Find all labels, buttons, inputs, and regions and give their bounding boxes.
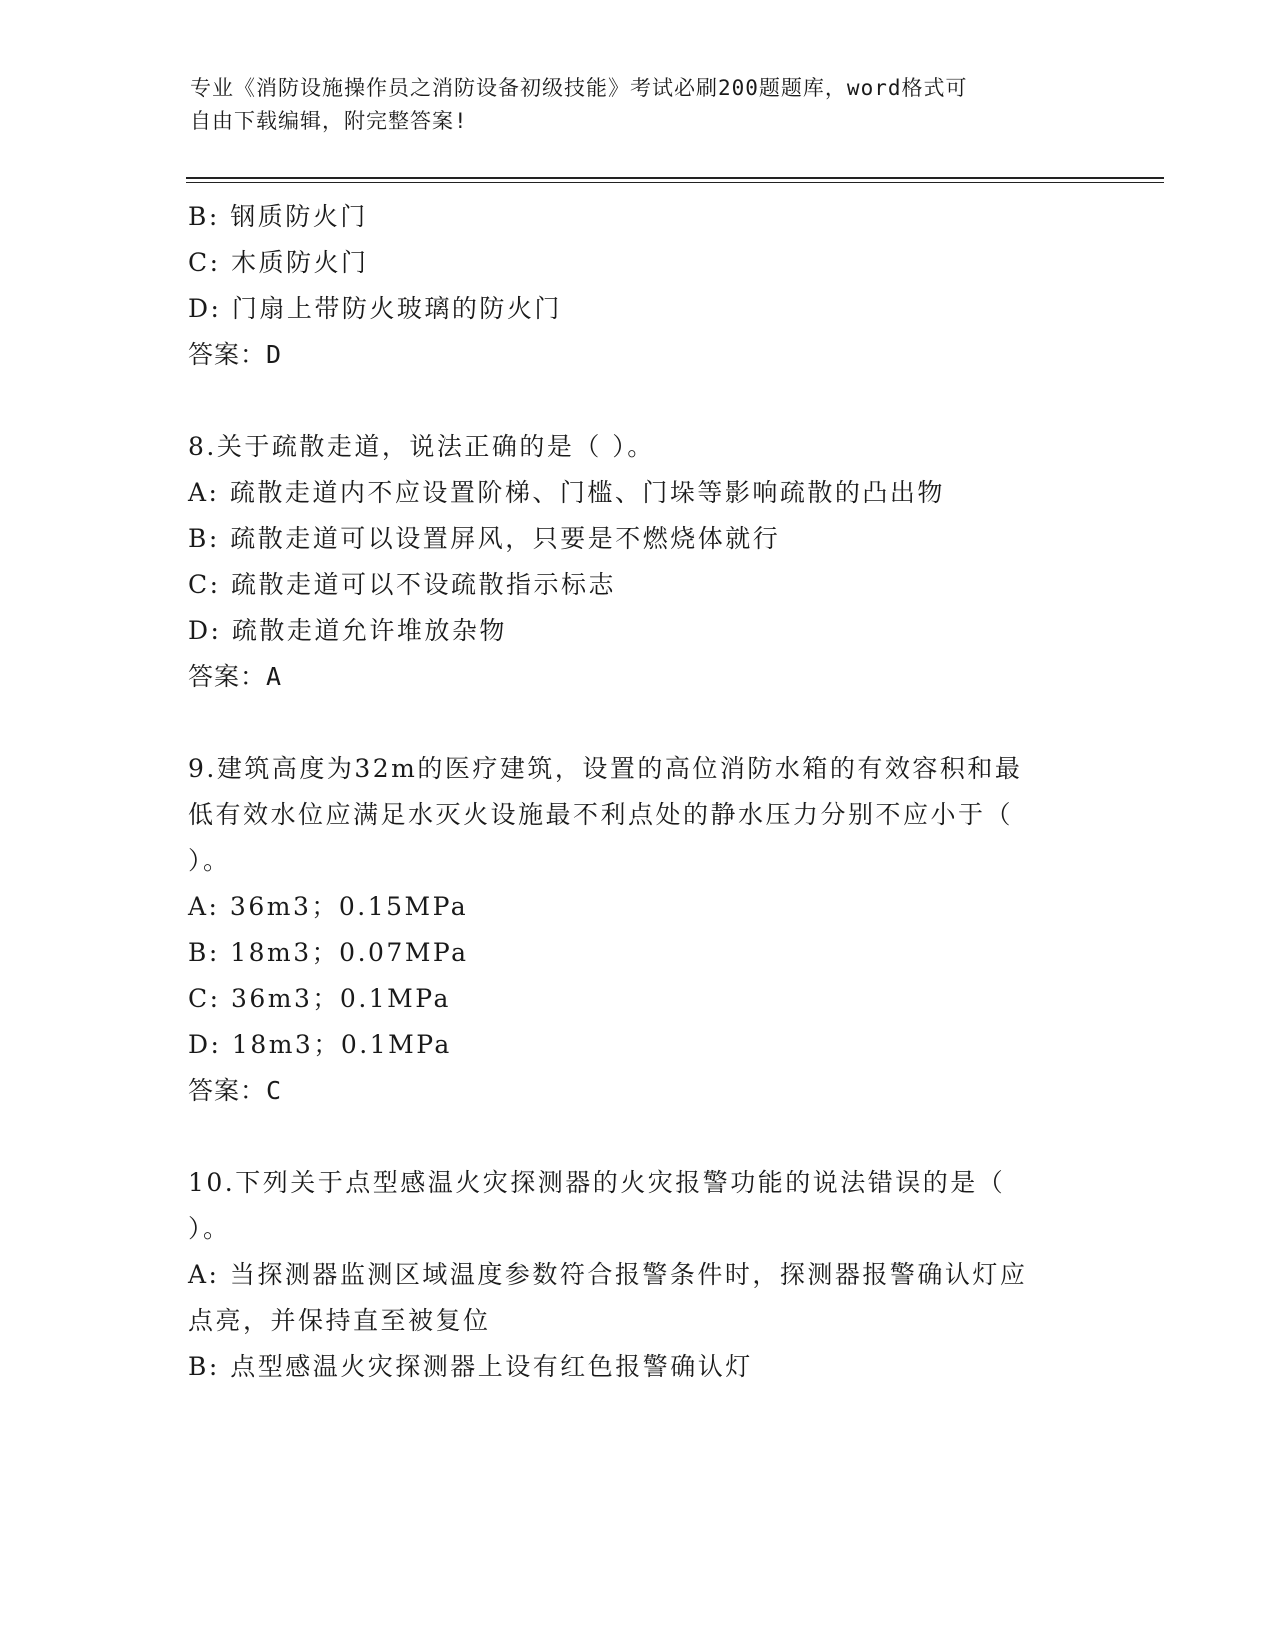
question-stem: 8.关于疏散走道，说法正确的是（ ）。 bbox=[188, 432, 655, 461]
option-b: B: 18m3；0.07MPa bbox=[188, 938, 469, 967]
question-stem-line-2: 低有效水位应满足水灭火设施最不利点处的静水压力分别不应小于（ bbox=[188, 800, 1014, 829]
option-a: A: 36m3；0.15MPa bbox=[188, 892, 469, 921]
answer-line: 答案：D bbox=[188, 340, 283, 369]
spacer bbox=[188, 378, 1088, 424]
option-d: D: 疏散走道允许堆放杂物 bbox=[188, 616, 507, 645]
option-a-line-1: A: 当探测器监测区域温度参数符合报警条件时，探测器报警确认灯应 bbox=[188, 1260, 1028, 1289]
question-stem-line-1: 9.建筑高度为32m的医疗建筑，设置的高位消防水箱的有效容积和最 bbox=[188, 754, 1023, 783]
option-b: B: 点型感温火灾探测器上设有红色报警确认灯 bbox=[188, 1352, 753, 1381]
option-a-line-2: 点亮，并保持直至被复位 bbox=[188, 1306, 491, 1335]
header-rule-thin bbox=[186, 182, 1164, 183]
question-stem-line-1: 10.下列关于点型感温火灾探测器的火灾报警功能的说法错误的是（ bbox=[188, 1168, 1006, 1197]
spacer bbox=[188, 1114, 1088, 1160]
question-body bbox=[188, 194, 1088, 1390]
header-rule-thick bbox=[186, 177, 1164, 179]
header-title-line-2: 自由下载编辑，附完整答案! bbox=[190, 109, 468, 133]
question-stem-line-2: ）。 bbox=[188, 1214, 231, 1243]
option-c: C: 疏散走道可以不设疏散指示标志 bbox=[188, 570, 616, 599]
option-a: A: 疏散走道内不应设置阶梯、门槛、门垛等影响疏散的凸出物 bbox=[188, 478, 945, 507]
option-b: B: 钢质防火门 bbox=[188, 202, 368, 231]
option-d: D: 门扇上带防火玻璃的防火门 bbox=[188, 294, 562, 323]
option-b: B: 疏散走道可以设置屏风，只要是不燃烧体就行 bbox=[188, 524, 781, 553]
question-stem-line-3: ）。 bbox=[188, 846, 231, 875]
header-title-line-1: 专业《消防设施操作员之消防设备初级技能》考试必刷200题题库，word格式可 bbox=[190, 76, 968, 100]
answer-line: 答案：C bbox=[188, 1076, 283, 1105]
option-d: D: 18m3；0.1MPa bbox=[188, 1030, 452, 1059]
option-c: C: 36m3；0.1MPa bbox=[188, 984, 451, 1013]
option-c: C: 木质防火门 bbox=[188, 248, 369, 277]
spacer bbox=[188, 700, 1088, 746]
answer-line: 答案：A bbox=[188, 662, 283, 691]
page-header bbox=[190, 72, 1090, 138]
